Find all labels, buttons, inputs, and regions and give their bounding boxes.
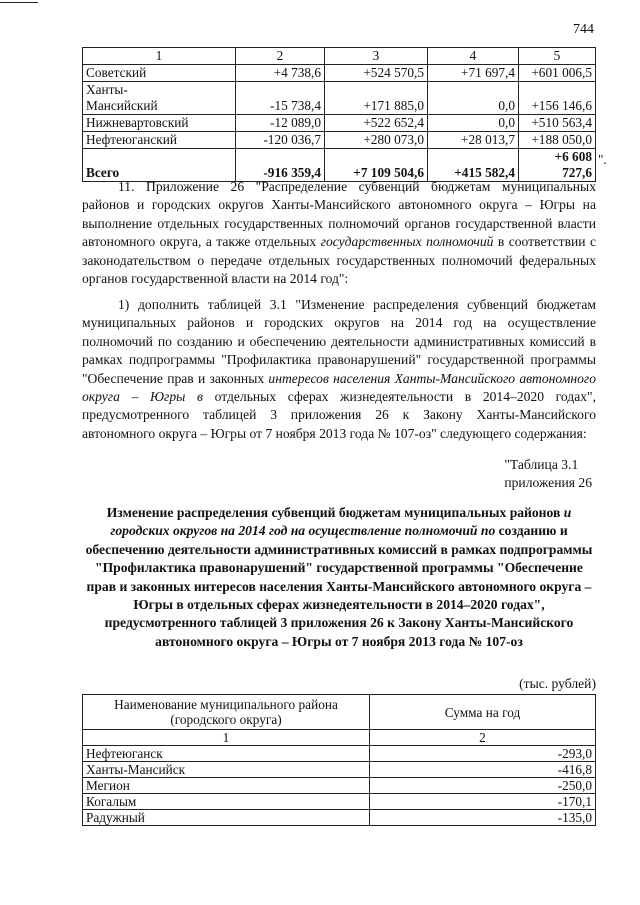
closing-quote: ". — [598, 152, 607, 167]
cell-amount: -135,0 — [370, 810, 596, 826]
table-header-row — [83, 695, 596, 730]
table-header-row — [83, 48, 596, 65]
table-row — [83, 746, 596, 762]
col-header-3: 3 — [325, 48, 428, 65]
col-header-1: 1 — [83, 48, 236, 65]
cell-value: +171 885,0 — [325, 82, 428, 115]
paragraph-text: 1) дополнить таблицей 3.1 "Изменение распределения субвенций бюджетам муниципальных районов и городских округов на 2014 год на осуществление полномочий по созданию и обеспечению деятельности административных комиссий в рамках подпрограммы "Профилактика правонарушений" государственной программы "Обеспечение прав и законных — [82, 297, 596, 386]
cell-value: -12 089,0 — [236, 115, 325, 132]
table-row — [83, 794, 596, 810]
cell-value: +280 073,0 — [325, 132, 428, 149]
col-header-5: 5 — [519, 48, 596, 65]
cell-value: +601 006,5 — [519, 65, 596, 82]
district-name-line2: Мансийский — [86, 98, 158, 113]
top-rule — [0, 2, 38, 3]
cell-value: +188 050,0 — [519, 132, 596, 149]
paragraph-text: отдельных сферах жизнедеятельности в 2014–2020 годах", предусмотренного таблицей 3 приложения 26 к Закону Ханты-Мансийского автономного округа – Югры от 7 ноября 2013 года № 107-оз" следующего содержания: — [82, 389, 596, 441]
col-header-municipality: Наименование муниципального района (городского округа) — [83, 695, 370, 730]
cell-value: -15 738,4 — [236, 82, 325, 115]
table-title — [82, 504, 596, 651]
paragraph-text: в соответствии с законодательством о передаче отдельных государственных полномочий федеральных органов государственной власти на 2014 год": — [82, 234, 596, 287]
table-row — [83, 65, 596, 82]
cell-value: +28 013,7 — [428, 132, 519, 149]
cell-amount: -293,0 — [370, 746, 596, 762]
table-row — [83, 132, 596, 149]
table-row — [83, 810, 596, 826]
page-number: 744 — [573, 22, 594, 37]
col-header-amount: Сумма на год — [370, 695, 596, 730]
cell-amount: -170,1 — [370, 794, 596, 810]
units-label: (тыс. рублей) — [519, 676, 596, 691]
table-caption-line1: "Таблица 3.1 — [504, 457, 579, 472]
cell-district: Советский — [83, 65, 236, 82]
col-number-1: 1 — [83, 730, 370, 746]
cell-value: +71 697,4 — [428, 65, 519, 82]
cell-amount: -250,0 — [370, 778, 596, 794]
cell-total-value: -916 359,4 — [236, 149, 325, 182]
cell-municipality: Радужный — [83, 810, 370, 826]
cell-district: Нижневартовский — [83, 115, 236, 132]
cell-value: +524 570,5 — [325, 65, 428, 82]
cell-total-value: +7 109 504,6 — [325, 149, 428, 182]
table-number-row — [83, 730, 596, 746]
title-text: Изменение распределения субвенций бюджетам муниципальных районов — [106, 505, 564, 520]
cell-municipality: Ханты-Мансийск — [83, 762, 370, 778]
cell-value: 0,0 — [428, 82, 519, 115]
paragraph-text: 11. Приложение 26 "Распределение субвенций бюджетам муниципальных районов и городских округов Ханты-Мансийского автономного округа – Югры на выполнение отдельных государственных полномочий органов государственной власти автономного округа, а также отдельных — [82, 179, 596, 250]
cell-value: +4 738,6 — [236, 65, 325, 82]
district-name-line1: Ханты- — [86, 82, 128, 97]
table-row — [83, 82, 596, 115]
paragraph-subitem-1 — [82, 296, 596, 443]
subventions-table — [82, 694, 596, 826]
table-caption-line2: приложения 26 — [504, 475, 592, 491]
cell-value: +156 146,6 — [519, 82, 596, 115]
cell-value: 0,0 — [428, 115, 519, 132]
paragraph-italic-text: интересов населения Ханты-Мансийского автономного округа – Югры в — [82, 370, 597, 405]
cell-district — [83, 82, 236, 115]
table-row — [83, 115, 596, 132]
allocation-table-continued — [82, 47, 596, 182]
cell-municipality: Мегион — [83, 778, 370, 794]
paragraph-italic-text: государственных полномочий — [320, 234, 494, 250]
cell-value: -120 036,7 — [236, 132, 325, 149]
col-header-2: 2 — [236, 48, 325, 65]
cell-total-value: +6 608 727,6 — [519, 149, 596, 182]
table-row — [83, 778, 596, 794]
cell-amount: -416,8 — [370, 762, 596, 778]
cell-total-value: +415 582,4 — [428, 149, 519, 182]
cell-value: +510 563,4 — [519, 115, 596, 132]
title-italic-text: и городских округов на 2014 год на осуществление полномочий по — [110, 505, 572, 539]
col-header-4: 4 — [428, 48, 519, 65]
title-text: созданию и обеспечению деятельности административных комиссий в рамках подпрограммы "Профилактика правонарушений" государственной программы "Обеспечение прав и законных интересов населения Ханты-Мансийского автономного округа – Югры в отдельных сферах жизнедеятельности в 2014–2020 годах", предусмотренного таблицей 3 приложения 26 к Закону Ханты-Мансийского автономного округа – Югры от 7 ноября 2013 года № 107-оз — [85, 523, 593, 649]
cell-municipality: Нефтеюганск — [83, 746, 370, 762]
col-number-2: 2 — [370, 730, 596, 746]
cell-value: +522 652,4 — [325, 115, 428, 132]
cell-municipality: Когалым — [83, 794, 370, 810]
table-row — [83, 762, 596, 778]
cell-total-label: Всего — [83, 149, 236, 182]
paragraph-item-11 — [82, 178, 596, 288]
table-total-row — [83, 149, 596, 182]
table-caption — [504, 456, 592, 493]
cell-district: Нефтеюганский — [83, 132, 236, 149]
